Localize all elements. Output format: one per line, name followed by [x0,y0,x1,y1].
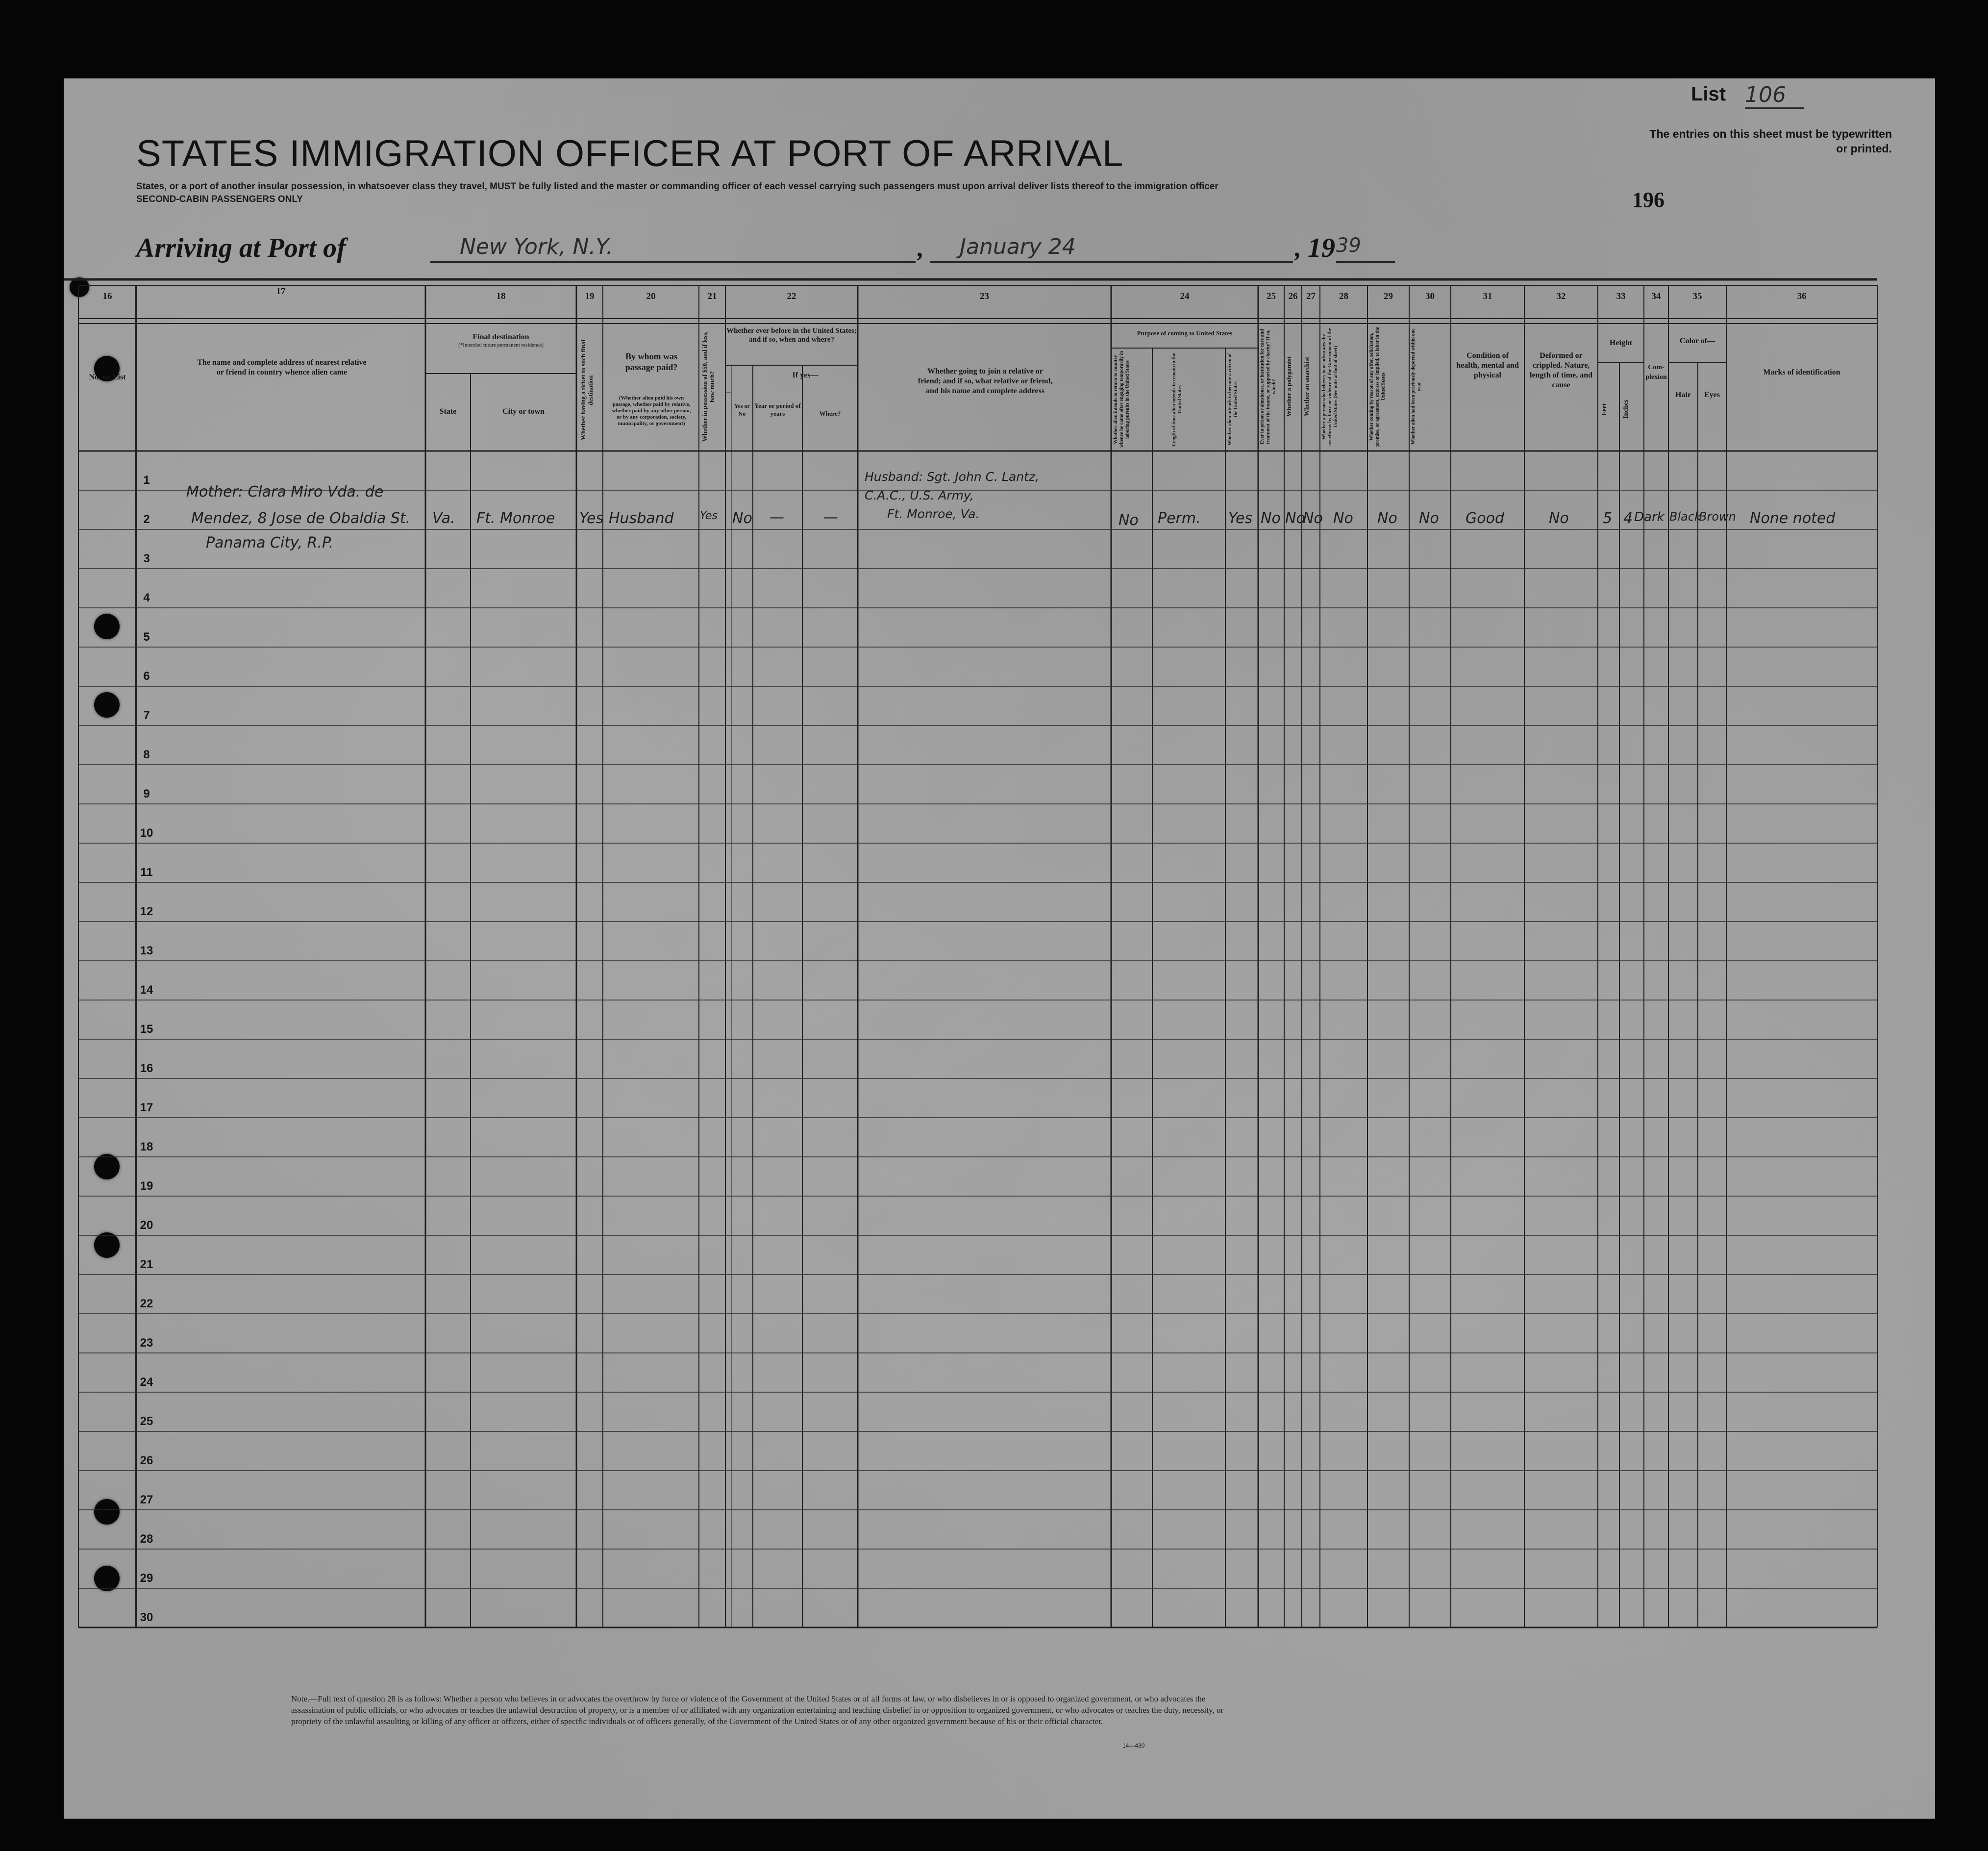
destination-city: Ft. Monroe [476,510,555,527]
row-number: 1 [143,474,150,487]
height-feet-value: 5 [1603,510,1613,527]
labor-offer-value: No [1377,510,1397,527]
row-number: 8 [143,748,150,761]
ticket-value: Yes [579,510,604,527]
col-28-header: Whether a person who believes in or advocates the overthrow by force or violence of the Government of the United States (See note at foot of sheet) [1321,328,1339,446]
row-number: 7 [143,709,150,722]
col-20-subheader: (Whether alien paid his own passage, whether paid by relative, whether paid by any other person, or by any corporation, society, municipality, or government) [612,395,691,426]
row-number: 25 [140,1415,153,1428]
prison-value: No [1261,510,1281,527]
row-number: 21 [140,1258,153,1271]
col-17-number: 17 [276,286,286,297]
col-25-header: Ever in prison or almshouse, or institution for care and treatment of the insane, or supported by charity? If so, which? [1260,329,1277,445]
col-22-yes-no: Yes or No [734,402,750,417]
deformed-value: No [1549,510,1569,527]
col-31-number: 31 [1483,291,1492,301]
row-number: 2 [143,513,150,526]
length-stay-value: Perm. [1158,510,1201,527]
col-23-header: Whether going to join a relative or friend; and if so, what relative or friend, and his name and complete address [918,367,1053,395]
col-35-header: Color of— [1679,337,1715,345]
marks-value: None noted [1750,510,1836,527]
col-32-number: 32 [1556,291,1566,301]
money-value: Yes [700,510,718,522]
col-16-number: 16 [102,291,112,301]
col-33-feet-header: Feet [1601,403,1608,416]
eyes-value: Brown [1699,510,1736,524]
row-number: 4 [143,591,150,604]
arrival-label: Arriving at Port of [136,233,346,263]
row-number: 18 [140,1140,153,1153]
col-24-length-header: Length of time alien intends to remain in the United States [1171,353,1183,446]
row-number: 15 [140,1023,153,1036]
passage-paid-value: Husband [609,510,674,527]
row-number: 16 [140,1062,153,1075]
col-30-number: 30 [1425,291,1435,301]
relative-address-line: Mother: Clara Miro Vda. de [186,483,384,500]
col-16-header: No. on List [89,373,126,381]
year-suffix: 39 [1336,234,1395,263]
col-26-header: Whether a polygamist [1285,356,1292,417]
year-prefix: 19 [1308,233,1335,263]
row-number: 23 [140,1336,153,1350]
row-number: 14 [140,983,153,997]
col-24-citizen-header: Whether alien intends to become a citizen of the United States [1227,353,1239,446]
cabin-class: SECOND-CABIN PASSENGERS ONLY [136,194,303,204]
row-number: 24 [140,1376,153,1389]
relative-address-line: Panama City, R.P. [206,534,334,551]
question-28-note: Note.—Full text of question 28 is as follows: Whether a person who believes in or advocates the overthrow by force or violence of the Government of the United States or of all forms of law, or who disbelieves in or is opposed to organized government, or who advocates the assassination of public officials, or who advocates or teaches the unlawful destruction of property, or is a member of or affiliated with any organization entertaining and teaching disbelief in or opposition to organized government, or who advocates or teaches the duty, necessity, or propriety of the unlawful assaulting or killing of any officer or officers, either of specific individuals or of officers generally, of the Government of the United States or of any other organized government because of his or their official character. [291,1694,1224,1726]
complexion-value: Dark [1634,510,1665,525]
comma-separator: , [1295,234,1301,262]
anarchist-value: No [1303,510,1323,527]
arrival-date: January 24 [930,234,1293,263]
col-18-number: 18 [496,291,506,301]
col-29-number: 29 [1384,291,1393,301]
col-24-return-header: Whether alien intends to return to country whence he came after engaging temporarily in laboring pursuits in the United States [1113,351,1130,448]
col-22-year: Year or period of years [754,402,801,417]
col-27-number: 27 [1306,291,1316,301]
col-33-number: 33 [1616,291,1626,301]
col-35-eyes-header: Eyes [1704,391,1720,399]
row-number: 28 [140,1532,153,1546]
col-34-header: Com- plexion [1645,364,1667,381]
list-label: List [1691,83,1726,105]
destination-state: Va. [432,510,455,527]
col-19-header: Whether having a ticket to such final destination [579,340,594,441]
form-title: STATES IMMIGRATION OFFICER AT PORT OF ARRIVAL [136,133,1124,175]
row-number: 30 [140,1611,153,1624]
citizen-intent-value: Yes [1228,510,1253,527]
col-18-city-header: City or town [502,407,545,416]
col-25-number: 25 [1267,291,1276,301]
col-22-header: Whether ever before in the United States; and if so, when and where? [726,327,857,344]
row-number: 9 [143,787,150,800]
col-33-inches-header: Inches [1622,400,1630,419]
col-33-header: Height [1609,339,1633,347]
col-27-header: Whether an anarchist [1303,357,1310,417]
row-number: 13 [140,944,153,957]
row-number: 17 [140,1101,153,1114]
ever-before-value: No [732,510,752,527]
join-relative-line: C.A.C., U.S. Army, [865,488,974,502]
col-24-header: Purpose of coming to United States [1137,329,1233,337]
arrival-port: New York, N.Y. [430,234,916,263]
row-number: 12 [140,905,153,918]
col-22-where: Where? [819,410,841,417]
intro-line: States, or a port of another insular possession, in whatsoever class they travel, MUST be fully listed and the master or commanding officer of each vessel carrying such passengers must upon arrival deliver lists thereof to the immigration officer [136,181,1218,192]
col-19-number: 19 [585,291,595,301]
ever-before-where: — [823,509,838,526]
row-number: 29 [140,1572,153,1585]
col-24-number: 24 [1180,291,1190,301]
row-number: 22 [140,1297,153,1310]
col-36-number: 36 [1797,291,1807,301]
row-number: 10 [140,826,153,840]
relative-address-line: Mendez, 8 Jose de Obaldia St. [191,510,411,527]
col-21-number: 21 [707,291,717,301]
polygamist-value: No [1285,510,1305,527]
manifest-sheet [64,78,1935,1819]
health-value: Good [1466,510,1504,527]
col-17-header: The name and complete address of nearest relative or friend in country whence alien came [197,358,367,376]
height-inches-value: 4 [1623,510,1633,527]
col-18-title: Final destination [472,333,529,341]
col-26-number: 26 [1288,291,1298,301]
row-number: 20 [140,1219,153,1232]
row-number: 6 [143,670,150,683]
form-code: 14—430 [1122,1742,1145,1749]
list-number: 106 [1745,82,1804,109]
col-35-number: 35 [1692,291,1702,301]
col-18-state-header: State [439,407,457,416]
col-31-header: Condition of health, mental and physical [1456,351,1519,379]
overthrow-value: No [1333,510,1353,527]
page-number: 196 [1632,188,1665,212]
col-22-number: 22 [787,291,796,301]
col-29-header: Whether coming by reason of any offer, solicitation, promise, or agreement, express or implied, to labor in the United States [1369,327,1386,447]
col-20-number: 20 [646,291,656,301]
row-number-column [137,78,157,1819]
col-30-header: Whether alien had been previously deported within one year [1411,328,1422,445]
hair-value: Black [1669,510,1701,524]
table-grid [64,78,1935,1819]
entry-instruction: The entries on this sheet must be typewritten or printed. [1649,127,1892,155]
row-number: 26 [140,1454,153,1467]
return-intent-value: No [1118,512,1139,529]
comma-separator: , [918,234,924,262]
col-21-header: Whether in possession of $50, and if less, how much? [701,331,716,442]
join-relative-line: Ft. Monroe, Va. [887,507,980,521]
col-35-hair-header: Hair [1675,391,1691,399]
row-number: 11 [140,866,153,879]
row-number: 19 [140,1179,153,1193]
ever-before-year: — [770,509,784,526]
col-18-header [427,332,574,349]
col-23-number: 23 [980,291,989,301]
col-36-header: Marks of identification [1763,368,1840,376]
deported-value: No [1419,510,1439,527]
col-28-number: 28 [1339,291,1348,301]
col-32-header: Deformed or crippled. Nature, length of time, and cause [1530,351,1592,389]
col-18-subtitle: (*Intended future permanent residence) [458,342,544,348]
row-number: 27 [140,1493,153,1506]
join-relative-line: Husband: Sgt. John C. Lantz, [865,470,1039,484]
col-22-if-yes: If yes— [792,371,819,379]
col-34-number: 34 [1651,291,1661,301]
row-number: 5 [143,630,150,644]
row-number: 3 [143,552,150,565]
col-20-header: By whom was passage paid? [625,351,678,372]
